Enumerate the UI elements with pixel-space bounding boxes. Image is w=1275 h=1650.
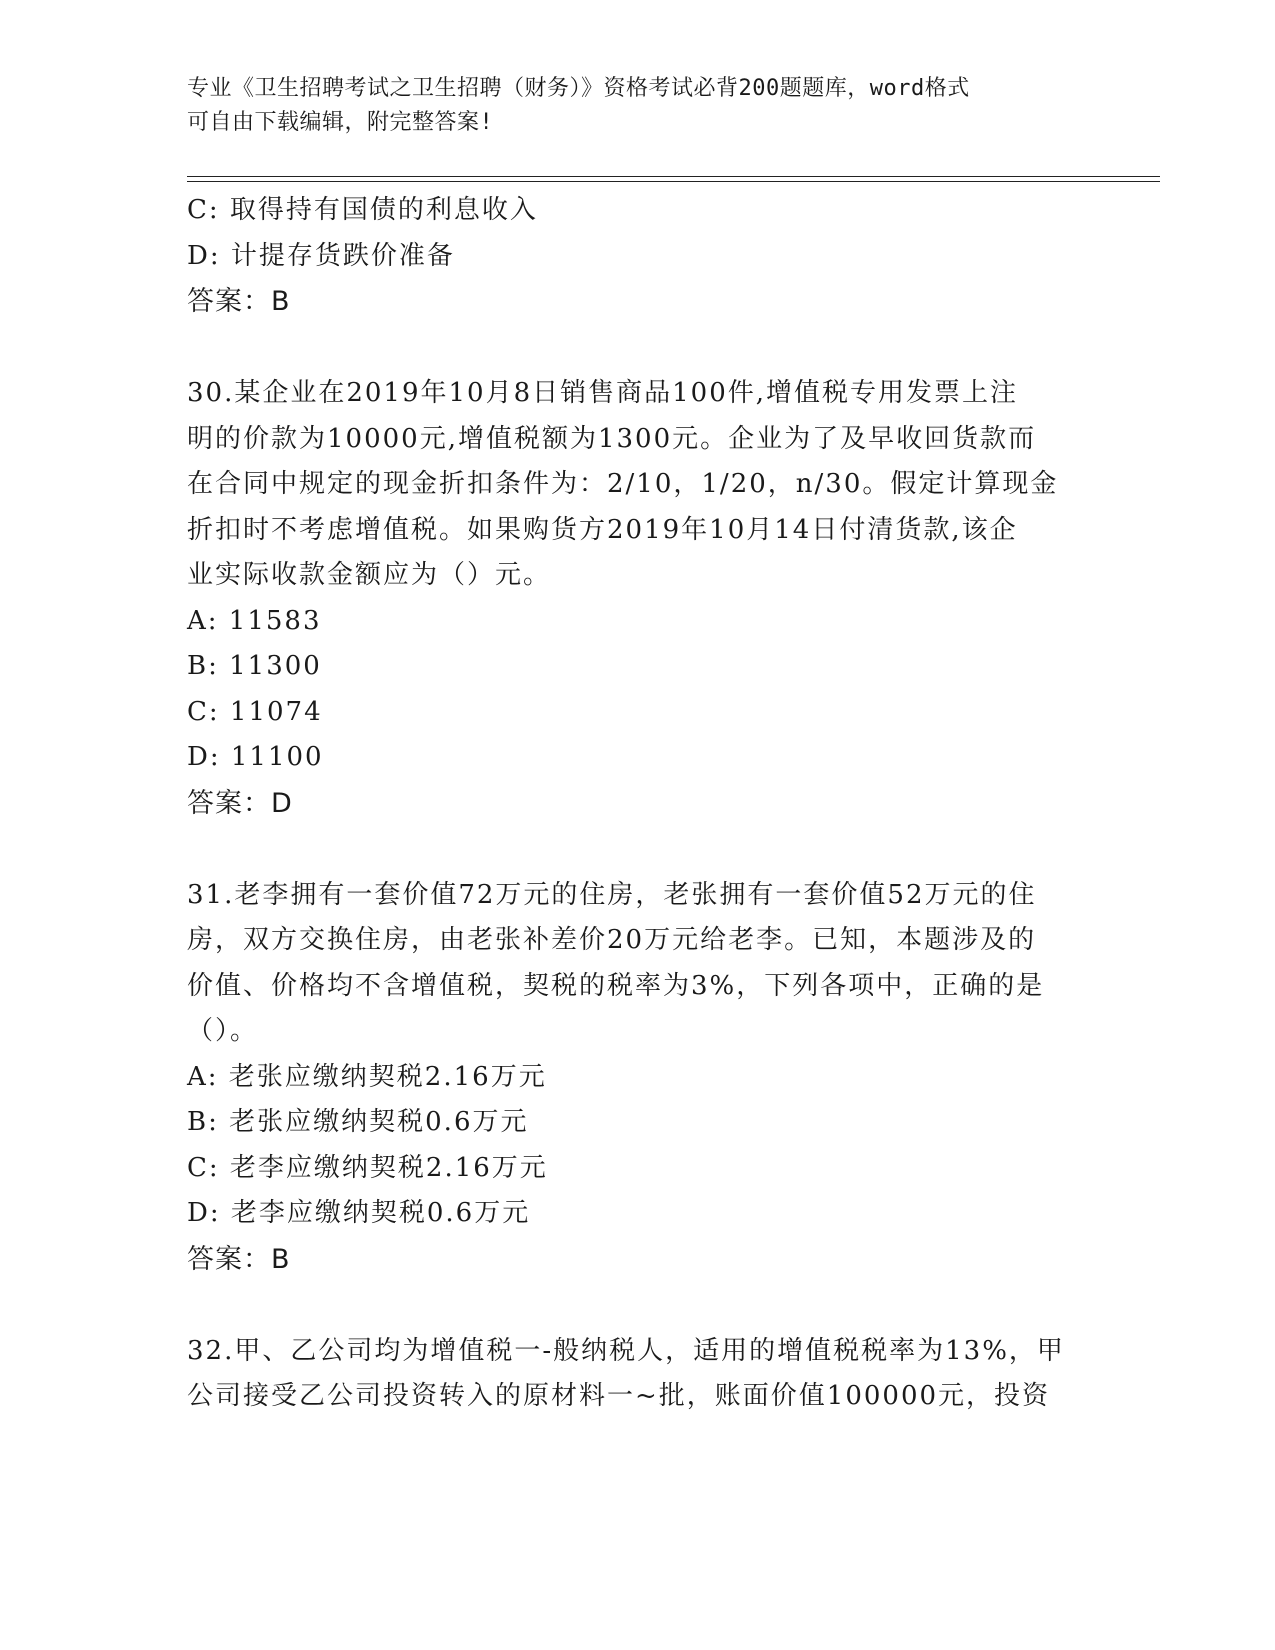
question-stem-line: （）。 [187, 1016, 259, 1046]
question-31 [187, 873, 1087, 1283]
option-d: D: 计提存货跌价准备 [187, 240, 455, 271]
option-c: C: 取得持有国债的利息收入 [187, 195, 538, 225]
question-stem-line: 房，双方交换住房，由老张补差价20万元给老李。已知，本题涉及的 [187, 925, 1037, 955]
option-b: B: 11300 [187, 651, 322, 681]
header-title-line-2: 可自由下载编辑，附完整答案! [187, 110, 494, 135]
option-d: D: 老李应缴纳契税0.6万元 [187, 1198, 531, 1228]
option-b: B: 老张应缴纳契税0.6万元 [187, 1107, 529, 1137]
question-stem-line: 在合同中规定的现金折扣条件为：2/10，1/20，n/30。假定计算现金 [187, 469, 1059, 499]
option-d: D: 11100 [187, 742, 324, 772]
option-c: C: 11074 [187, 696, 323, 727]
spacer [187, 325, 1087, 371]
answer-line: 答案：B [187, 286, 291, 317]
question-stem-line: 折扣时不考虑增值税。如果购货方2019年10月14日付清货款,该企 [187, 514, 1018, 545]
spacer [187, 827, 1087, 873]
header-title-line-1: 专业《卫生招聘考试之卫生招聘（财务）》资格考试必背200题题库，word格式 [187, 76, 970, 101]
option-c: C: 老李应缴纳契税2.16万元 [187, 1152, 548, 1183]
question-stem-line: 明的价款为10000元,增值税额为1300元。企业为了及早收回货款而 [187, 423, 1037, 454]
header-divider [187, 176, 1160, 182]
question-stem-line: 30.某企业在2019年10月8日销售商品100件,增值税专用发票上注 [187, 378, 1019, 408]
question-stem-line: 公司接受乙公司投资转入的原材料一~批，账面价值100000元，投资 [187, 1381, 1051, 1411]
question-stem-line: 价值、价格均不含增值税，契税的税率为3%，下列各项中，正确的是 [187, 970, 1045, 1001]
question-stem-line: 31.老李拥有一套价值72万元的住房，老张拥有一套价值52万元的住 [187, 879, 1037, 910]
spacer [187, 1283, 1087, 1329]
question-29-tail [187, 188, 1087, 325]
option-a: A: 11583 [187, 605, 322, 636]
page-header [187, 72, 1087, 140]
option-a: A: 老张应缴纳契税2.16万元 [187, 1061, 547, 1092]
answer-line: 答案：D [187, 787, 293, 819]
question-32 [187, 1329, 1087, 1420]
answer-line: 答案：B [187, 1243, 291, 1275]
question-30 [187, 371, 1087, 827]
question-stem-line: 业实际收款金额应为（）元。 [187, 560, 552, 590]
document-body [187, 188, 1087, 1420]
question-stem-line: 32.甲、乙公司均为增值税一-般纳税人，适用的增值税税率为13%，甲 [187, 1335, 1065, 1366]
